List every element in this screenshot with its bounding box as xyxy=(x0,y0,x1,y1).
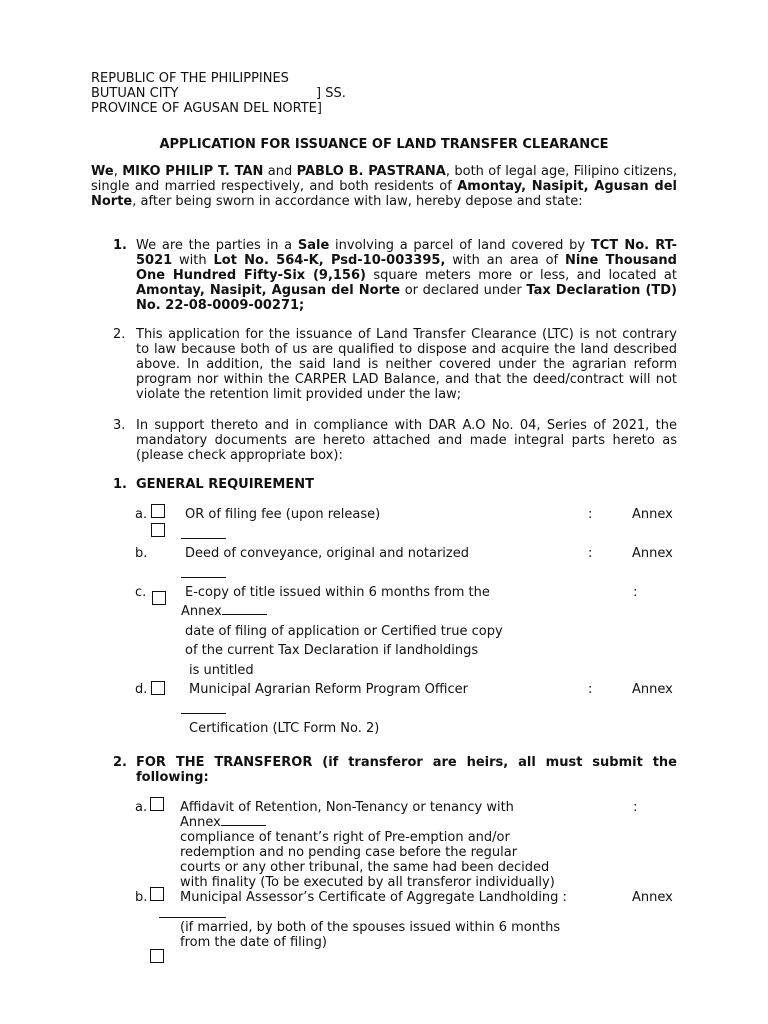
transferor-a-text-1: Affidavit of Retention, Non-Tenancy or tenancy with xyxy=(180,800,514,815)
transferor-a-text-2: compliance of tenant’s right of Pre-emption and/or xyxy=(180,830,510,845)
transferor-a-colon: : xyxy=(633,800,638,815)
transferor-a-text-4: courts or any other tribunal, the same had been decided xyxy=(180,860,550,875)
transferor-b-letter: b. xyxy=(135,890,148,905)
transferor-b-text-3: from the date of filing) xyxy=(180,935,327,950)
intro-comma: , xyxy=(113,164,123,179)
general-d-annex-blank xyxy=(181,713,226,714)
general-a-letter: a. xyxy=(135,507,148,522)
general-a-annex: Annex xyxy=(632,507,673,522)
transferor-b-annex-blank xyxy=(159,917,226,918)
intro-paragraph xyxy=(91,164,677,209)
general-number: 1. xyxy=(113,477,127,492)
transferor-b-text-2: (if married, by both of the spouses issued within 6 months xyxy=(180,920,561,935)
general-c-annex: Annex xyxy=(181,604,222,619)
general-d-letter: d. xyxy=(135,682,148,697)
general-a-colon: : xyxy=(588,507,593,522)
general-c-checkbox[interactable] xyxy=(152,591,166,605)
general-c-text-4: is untitled xyxy=(189,663,254,678)
item-1-part: We are the parties in a xyxy=(136,238,298,253)
item-1-lot: Lot No. 564-K, Psd-10-003395, xyxy=(213,253,446,268)
general-a-checkbox[interactable] xyxy=(151,504,165,518)
general-a-annex-blank xyxy=(181,538,226,539)
general-d-checkbox[interactable] xyxy=(151,681,165,695)
transferor-a-letter: a. xyxy=(135,800,148,815)
item-1-area: Nine Thousand One Hundred Fifty-Six (9,156) xyxy=(136,253,677,283)
general-c-text-3: of the current Tax Declaration if landholdings xyxy=(185,643,479,658)
item-1-text xyxy=(136,238,677,313)
transferor-a-text-5: with finality (To be executed by all transferor individually) xyxy=(180,875,555,890)
transferor-b-text-1: Municipal Assessor’s Certificate of Aggregate Landholding : xyxy=(180,890,567,905)
transferor-b-checkbox[interactable] xyxy=(150,887,164,901)
intro-text-2: , after being sworn in accordance with law, hereby depose and state: xyxy=(132,194,583,209)
transferor-a-checkbox[interactable] xyxy=(150,797,164,811)
header-province: PROVINCE OF AGUSAN DEL NORTE] xyxy=(91,101,322,116)
item-1-part: or declared under xyxy=(400,283,527,298)
item-1-part: with xyxy=(172,253,214,268)
general-b-colon: : xyxy=(588,546,593,561)
item-1-part: with an area of xyxy=(445,253,565,268)
general-c-text-1: E-copy of title issued within 6 months from the xyxy=(185,585,490,600)
item-1-part: square meters more or less, and located at xyxy=(365,268,677,283)
transferor-a-annex: Annex xyxy=(180,815,221,830)
item-1-number: 1. xyxy=(113,238,127,253)
header-ss: ] SS. xyxy=(316,86,346,101)
item-1-location: Amontay, Nasipit, Agusan del Norte xyxy=(136,283,401,298)
header-republic: REPUBLIC OF THE PHILIPPINES xyxy=(91,71,289,86)
general-b-annex: Annex xyxy=(632,546,673,561)
general-d-annex: Annex xyxy=(632,682,673,697)
item-2-text: This application for the issuance of Land Transfer Clearance (LTC) is not contrary to law because both of us are qualified to dispose and acquire the land described above. In addition, the said land is neither covered under the agrarian reform program nor within the CARPER LAD Balance, and that the deed/contract will not violate the retention limit provided under the law; xyxy=(136,327,677,402)
general-b-annex-blank xyxy=(181,577,226,578)
intro-name-1: MIKO PHILIP T. TAN xyxy=(122,164,264,179)
general-c-colon: : xyxy=(633,585,638,600)
general-c-text-2: date of filing of application or Certified true copy xyxy=(185,624,503,639)
intro-name-2: PABLO B. PASTRANA xyxy=(296,164,446,179)
intro-place: Amontay, Nasipit, Agusan del Norte xyxy=(91,179,678,209)
transferor-c-checkbox[interactable] xyxy=(150,949,164,963)
transferor-a-annex-blank xyxy=(221,825,266,826)
general-b-checkbox[interactable] xyxy=(151,523,165,537)
general-a-text: OR of filing fee (upon release) xyxy=(185,507,381,522)
transferor-number: 2. xyxy=(113,755,127,770)
item-1-tct: TCT No. RT-5021 xyxy=(136,238,677,268)
general-d-colon: : xyxy=(588,682,593,697)
general-b-text: Deed of conveyance, original and notarized xyxy=(185,546,469,561)
item-2-number: 2. xyxy=(113,327,126,342)
general-c-annex-row xyxy=(181,604,267,619)
item-1-tax-declaration: Tax Declaration (TD) No. 22-08-0009-00271; xyxy=(136,283,677,313)
intro-we: We xyxy=(91,164,114,179)
intro-text-1: , both of legal age, Filipino citizens, single and married respectively, and both residents of xyxy=(91,164,677,194)
page-title: APPLICATION FOR ISSUANCE OF LAND TRANSFER CLEARANCE xyxy=(159,137,609,152)
general-b-letter: b. xyxy=(135,546,148,561)
item-1-sale: Sale xyxy=(297,238,330,253)
general-d-text-2: Certification (LTC Form No. 2) xyxy=(189,721,380,736)
item-1-part: involving a parcel of land covered by xyxy=(329,238,591,253)
item-3-text: In support thereto and in compliance with DAR A.O No. 04, Series of 2021, the mandatory documents are hereto attached and made integral parts hereto as (please check appropriate box): xyxy=(136,418,677,463)
transferor-a-text-3: redemption and no pending case before the regular xyxy=(180,845,518,860)
general-c-letter: c. xyxy=(135,585,147,600)
transferor-heading: FOR THE TRANSFEROR (if transferor are heirs, all must submit the following: xyxy=(136,755,677,785)
transferor-a-annex-row xyxy=(180,815,266,830)
header-city: BUTUAN CITY xyxy=(91,86,179,101)
transferor-b-annex: Annex xyxy=(632,890,673,905)
general-heading: GENERAL REQUIREMENT xyxy=(136,477,314,492)
general-d-text-1: Municipal Agrarian Reform Program Officer xyxy=(189,682,468,697)
item-3-number: 3. xyxy=(113,418,126,433)
intro-and: and xyxy=(263,164,297,179)
general-c-annex-blank xyxy=(222,614,267,615)
